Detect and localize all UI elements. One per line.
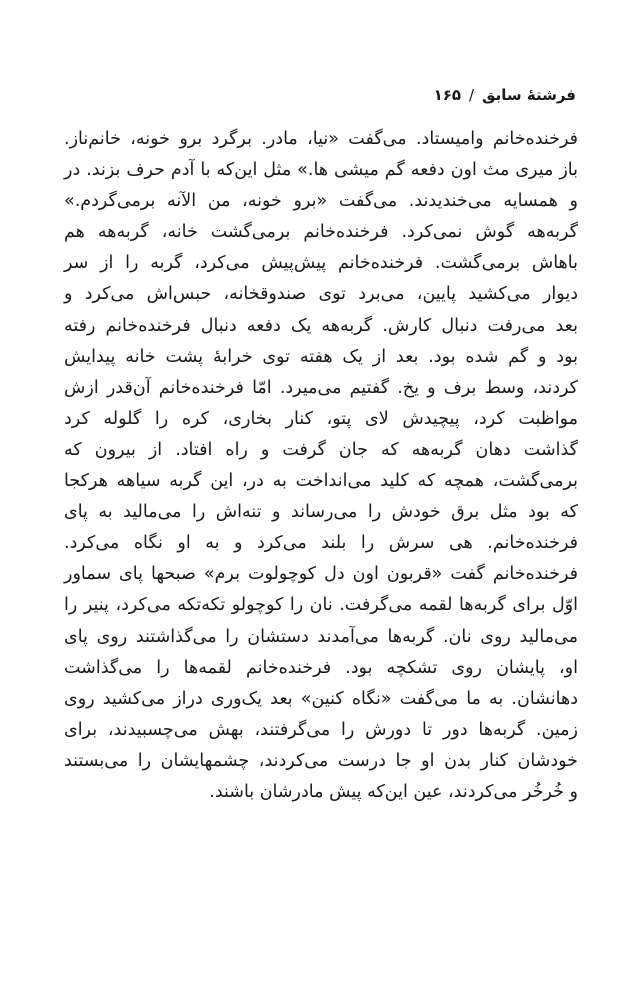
text-line: او، پایشان روی تشکچه بود. فرخنده‌خانم لقمه‌ها را می‌گذاشت bbox=[64, 657, 578, 678]
text-line: کردند، وسط برف و یخ. گفتیم می‌میرد. امّا فرخنده‌خانم آن‌قدر ازش bbox=[64, 377, 578, 398]
text-line: فرخنده‌خانم وامیستاد. می‌گفت «نیا، مادر. برگرد برو خونه، خانم‌ناز. bbox=[64, 129, 578, 149]
text-line: خودشان کنار بدن او جا درست می‌کردند، چشمهایشان را می‌بستند bbox=[64, 750, 578, 771]
text-line: مواظبت کرد، پیچیدش لای پتو، کنار بخاری، کره را گلوله کرد bbox=[64, 408, 578, 429]
header-separator: / bbox=[469, 86, 475, 104]
text-line: گذاشت دهان گربه‌هه که جان گرفت و راه افتاد. از بیرون که bbox=[64, 439, 578, 460]
running-header bbox=[66, 86, 576, 104]
text-line: دیوار می‌کشید پایین، می‌برد توی صندوقخانه، حبس‌اش می‌کرد و bbox=[64, 284, 578, 305]
page-number: ۱۶۵ bbox=[433, 86, 462, 104]
text-line: باز میری مث اون دفعه گم میشی ها.» مثل این‌که با آدم حرف بزند. در bbox=[64, 160, 578, 181]
text-line: بعد می‌رفت دنبال کارش. گربه‌هه یک دفعه دنبال فرخنده‌خانم رفته bbox=[64, 315, 578, 336]
text-line: گربه‌هه گوش نمی‌کرد. فرخنده‌خانم برمی‌گشت خانه، گربه‌هه هم bbox=[64, 222, 578, 243]
text-line: می‌مالید روی نان. گربه‌ها می‌آمدند دستشان را می‌گذاشتند روی پای bbox=[64, 626, 578, 647]
text-line: اوّل برای گربه‌ها لقمه می‌گرفت. نان را کوچولو تکه‌تکه می‌کرد، پنیر را bbox=[64, 595, 578, 616]
text-line: باهاش برمی‌گشت. فرخنده‌خانم پیش‌پیش می‌کرد، گربه را از سر bbox=[64, 253, 578, 274]
book-title: فرشتهٔ سابق bbox=[482, 86, 576, 104]
text-line: و خُرخُر می‌کردند، عین این‌که پیش مادرشان باشند. bbox=[209, 781, 578, 802]
text-line: دهانشان. به ما می‌گفت «نگاه کنین» بعد یک‌وری دراز می‌کشید روی bbox=[64, 688, 578, 709]
text-line: فرخنده‌خانم گفت «قربون اون دل کوچولوت برم» صبحها پای سماور bbox=[64, 564, 578, 585]
page-body-text bbox=[64, 124, 578, 808]
text-line: بود و گم شده بود. بعد از یک هفته توی خرابهٔ پشت خانه پیدایش bbox=[64, 346, 578, 367]
text-line: فرخنده‌خانم. هی سرش را بلند می‌کرد و به او نگاه می‌کرد. bbox=[64, 533, 578, 554]
text-line: زمین. گربه‌ها دور تا دورش را می‌گرفتند، بهش می‌چسبیدند، برای bbox=[64, 719, 578, 740]
text-line: و همسایه می‌خندیدند. می‌گفت «برو خونه، من الآنه برمی‌گردم.» bbox=[64, 191, 578, 212]
text-line: برمی‌گشت، همچه که کلید می‌انداخت به در، این گربه سیاهه هرکجا bbox=[64, 471, 578, 492]
text-line: که بود مثل برق خودش را می‌رساند و تنه‌اش را می‌مالید به پای bbox=[64, 502, 578, 523]
